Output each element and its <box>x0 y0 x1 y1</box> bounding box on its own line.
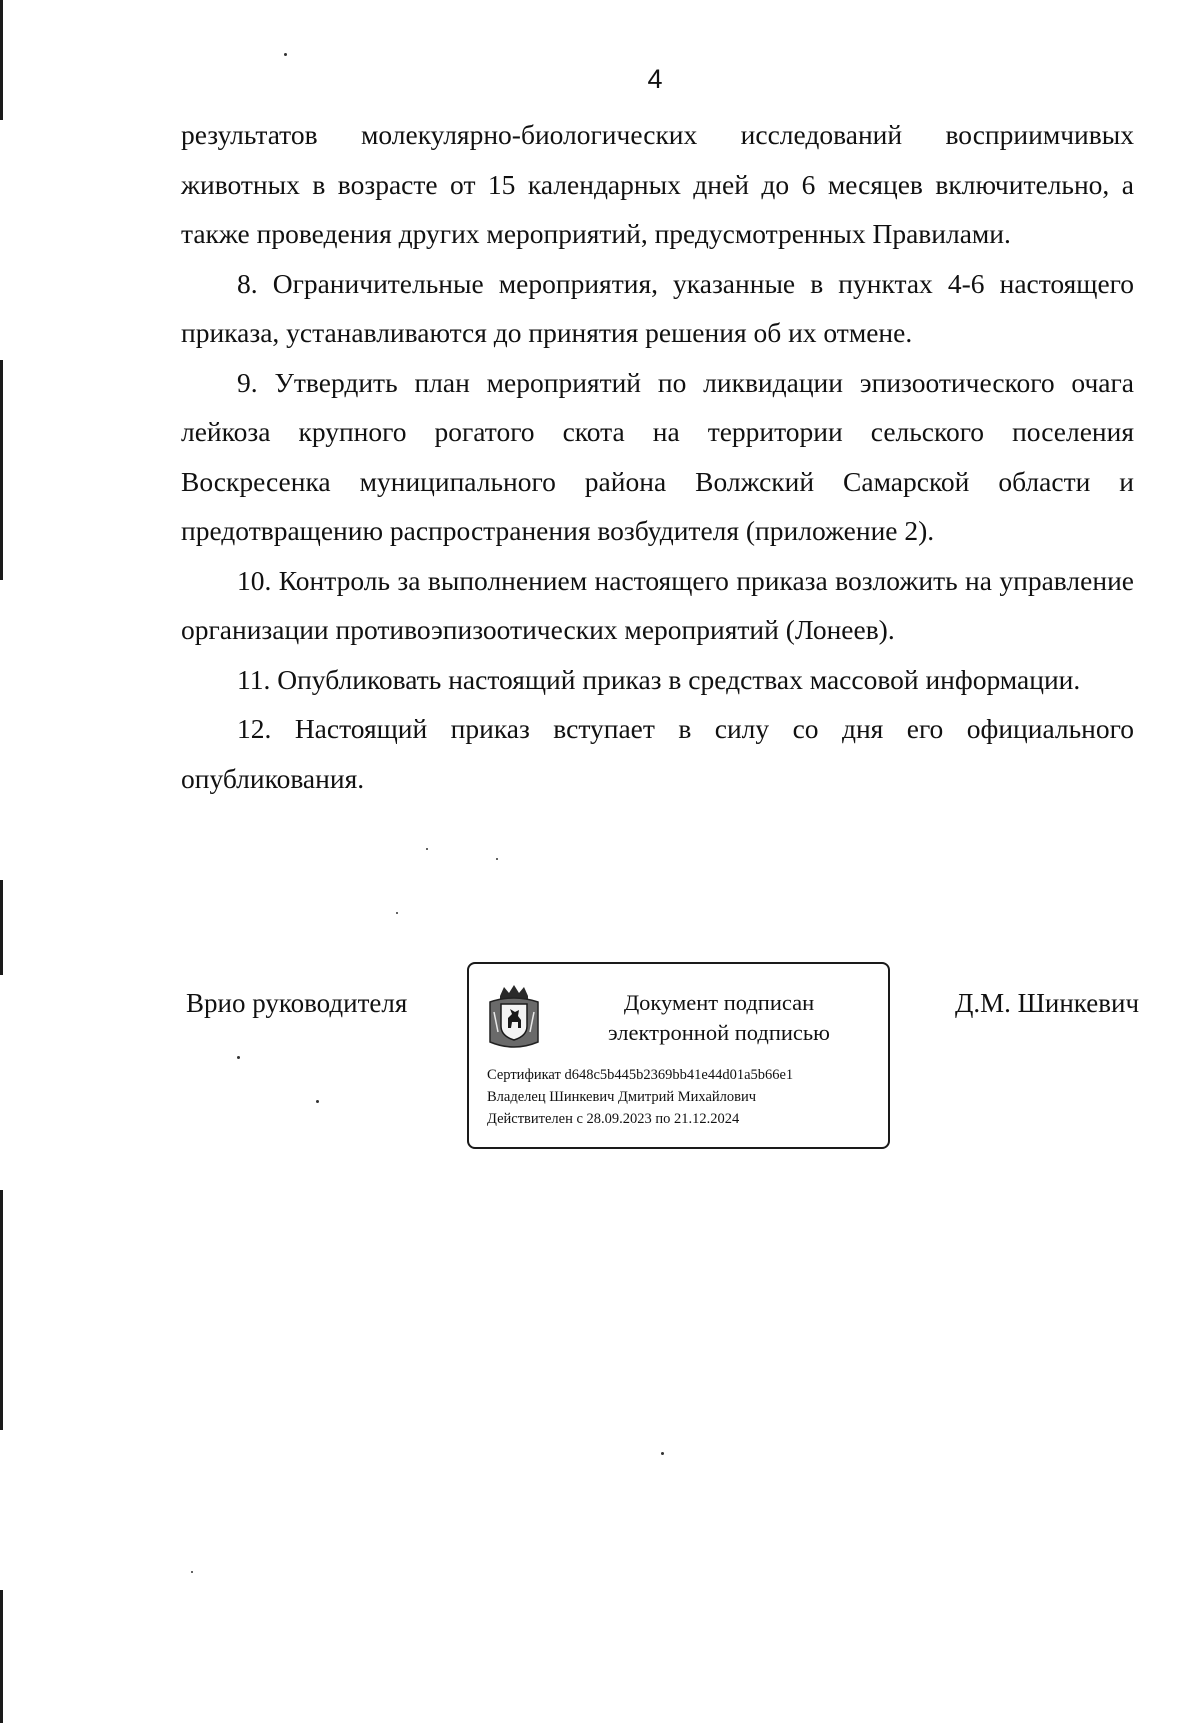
paragraph-9: 9. Утвердить план мероприятий по ликвидации эпизоотического очага лейкоза крупного рогатого скота на территории сельского поселения Воскресенка муниципального района Волжский Самарской области и предотвращению распространения возбудителя (приложение 2). <box>181 366 1134 546</box>
signatory-name: Д.М. Шинкевич <box>955 988 1140 1018</box>
certificate-validity: Действителен с 28.09.2023 по 21.12.2024 <box>487 1111 740 1127</box>
scan-speck <box>237 1056 240 1059</box>
scan-edge-mark <box>0 1590 3 1723</box>
paragraph-11: 11. Опубликовать настоящий приказ в средствах массовой информации. <box>237 663 1081 695</box>
stamp-details <box>487 1064 793 1130</box>
paragraph-12: 12. Настоящий приказ вступает в силу со дня его официального опубликования. <box>181 713 1134 794</box>
stamp-title <box>564 988 874 1048</box>
certificate-number: Сертификат d648c5b445b2369bb41e44d01a5b66e1 <box>487 1067 794 1083</box>
scan-speck <box>496 858 498 860</box>
electronic-signature-stamp <box>467 962 890 1149</box>
stamp-title-line: электронной подписью <box>608 1020 830 1045</box>
scan-speck <box>426 848 428 850</box>
scan-edge-mark <box>0 360 3 580</box>
page-number: 4 <box>647 64 663 94</box>
paragraph-8: 8. Ограничительные мероприятия, указанные в пунктах 4-6 настоящего приказа, устанавливаются до принятия решения об их отмене. <box>181 267 1134 348</box>
coat-of-arms-icon <box>486 982 542 1052</box>
scan-speck <box>661 1452 664 1455</box>
scan-speck <box>191 1571 193 1573</box>
signatory-role: Врио руководителя <box>186 988 408 1018</box>
certificate-owner: Владелец Шинкевич Дмитрий Михайлович <box>487 1089 757 1105</box>
scan-speck <box>396 912 398 914</box>
scan-edge-mark <box>0 1190 3 1430</box>
scan-edge-mark <box>0 880 3 975</box>
scan-speck <box>316 1100 319 1103</box>
stamp-title-line: Документ подписан <box>623 990 815 1015</box>
paragraph-continuation: результатов молекулярно-биологических исследований восприимчивых животных в возрасте от 15 календарных дней до 6 месяцев включительно, а также проведения других мероприятий, предусмотренных Правилами. <box>181 119 1134 249</box>
document-body <box>181 110 1134 803</box>
paragraph-10: 10. Контроль за выполнением настоящего приказа возложить на управление организации противоэпизоотических мероприятий (Лонеев). <box>181 564 1134 645</box>
scan-edge-mark <box>0 0 3 120</box>
scan-speck <box>284 53 287 56</box>
